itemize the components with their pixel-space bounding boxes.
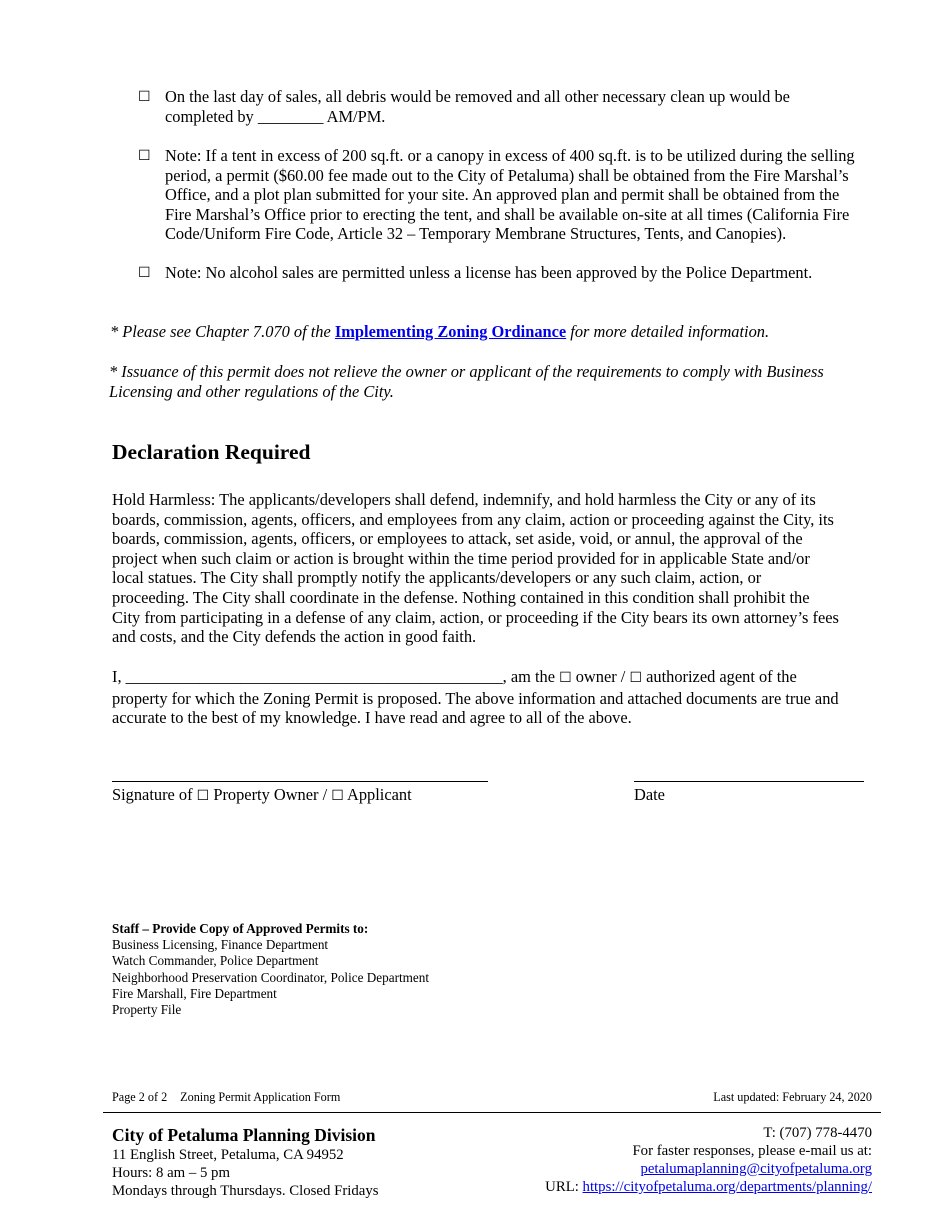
last-updated: Last updated: February 24, 2020 bbox=[713, 1090, 872, 1104]
checkbox[interactable]: ☐ bbox=[138, 265, 151, 281]
text-line: completed by ________ AM/PM. bbox=[165, 106, 386, 126]
recipient-item: Neighborhood Preservation Coordinator, Police Department bbox=[112, 969, 429, 985]
contact-email-link[interactable]: petalumaplanning@cityofpetaluma.org bbox=[640, 1161, 872, 1177]
text-line: * Issuance of this permit does not relieve the owner or applicant of the requirements to comply with Business bbox=[109, 362, 824, 381]
text-line: proceeding. The City shall coordinate in the defense. Nothing contained in this condition shall prohibit the bbox=[112, 587, 810, 607]
footer-page-info bbox=[112, 1090, 340, 1105]
owner-statement bbox=[112, 667, 839, 728]
text-line: Fire Marshal’s Office prior to erecting the tent, and shall be available on-site at all times (California Fire bbox=[165, 204, 850, 224]
page-number: Page 2 of 2 bbox=[112, 1090, 168, 1104]
hold-harmless-paragraph bbox=[112, 490, 839, 647]
owner-label: owner / bbox=[571, 667, 630, 686]
applicant-label: Applicant bbox=[343, 785, 412, 804]
contact-email-prompt: For faster responses, please e-mail us at: bbox=[632, 1143, 872, 1159]
staff-heading: Staff – Provide Copy of Approved Permits to: bbox=[112, 921, 369, 936]
signature-prefix: Signature of bbox=[112, 785, 197, 804]
recipient-item: Property File bbox=[112, 1002, 182, 1018]
org-hours: Hours: 8 am – 5 pm bbox=[112, 1165, 230, 1181]
footer-divider bbox=[103, 1112, 881, 1113]
org-address: 11 English Street, Petaluma, CA 94952 bbox=[112, 1147, 344, 1163]
date-line[interactable] bbox=[634, 781, 864, 782]
text-line: On the last day of sales, all debris would be removed and all other necessary clean up would be bbox=[165, 87, 790, 106]
text-line: boards, commission, agents, officers, or employees to attack, set aside, void, or annul, the approval of the bbox=[112, 529, 803, 549]
contact-phone: T: (707) 778-4470 bbox=[763, 1125, 872, 1141]
text-line: Note: If a tent in excess of 200 sq.ft. or a canopy in excess of 400 sq.ft. is to be utilized during the selling bbox=[165, 146, 855, 165]
checkbox[interactable]: ☐ bbox=[138, 89, 151, 105]
staff-distribution bbox=[112, 921, 429, 1018]
text-line: and costs, and the City defends the action in good faith. bbox=[112, 627, 477, 647]
text-line: boards, commission, agents, officers, and employees from any claim, action or proceeding against the City, its bbox=[112, 509, 834, 529]
statement-line bbox=[112, 667, 839, 689]
footer-contact-block bbox=[545, 1124, 872, 1196]
text-line: property for which the Zoning Permit is proposed. The above information and attached documents are true and bbox=[112, 688, 839, 708]
property-owner-checkbox[interactable]: ☐ bbox=[196, 788, 210, 804]
issuance-note bbox=[109, 362, 824, 401]
org-name: City of Petaluma Planning Division bbox=[112, 1125, 376, 1145]
org-days: Mondays through Thursdays. Closed Fridays bbox=[112, 1183, 379, 1199]
footer-org-block bbox=[112, 1125, 378, 1200]
form-name: Zoning Permit Application Form bbox=[180, 1090, 341, 1104]
text-line: Licensing and other regulations of the City. bbox=[109, 381, 394, 401]
property-owner-label: Property Owner / bbox=[209, 785, 332, 804]
chapter-note-prefix: * Please see Chapter 7.070 of the bbox=[110, 322, 335, 341]
text-line: Note: No alcohol sales are permitted unless a license has been approved by the Police Department. bbox=[165, 263, 813, 282]
text-line: Code/Uniform Fire Code, Article 32 – Temporary Membrane Structures, Tents, and Canopies). bbox=[165, 224, 787, 244]
chapter-note-suffix: for more detailed information. bbox=[566, 322, 770, 341]
applicant-checkbox[interactable]: ☐ bbox=[331, 788, 344, 804]
agent-label: authorized agent of the bbox=[642, 667, 797, 686]
text-line: project when such claim or action is brought within the time period provided for in applicable State and/or bbox=[112, 548, 810, 568]
recipient-item: Fire Marshall, Fire Department bbox=[112, 985, 277, 1001]
signature-line[interactable] bbox=[112, 781, 488, 782]
text-line: Office, and a plot plan submitted for your site. An approved plan and permit shall be obtained from the bbox=[165, 185, 840, 205]
zoning-ordinance-link[interactable]: Implementing Zoning Ordinance bbox=[334, 322, 567, 341]
signature-label bbox=[112, 785, 412, 807]
owner-checkbox[interactable]: ☐ bbox=[559, 670, 572, 686]
text-line: period, a permit ($60.00 fee made out to the City of Petaluma) shall be obtained from the Fire Marshal’s bbox=[165, 165, 849, 185]
agent-checkbox[interactable]: ☐ bbox=[629, 670, 643, 686]
recipient-item: Business Licensing, Finance Department bbox=[112, 937, 329, 953]
declaration-heading: Declaration Required bbox=[112, 440, 311, 464]
text-line: Hold Harmless: The applicants/developers shall defend, indemnify, and hold harmless the City or any of its bbox=[112, 490, 816, 509]
date-label: Date bbox=[634, 785, 665, 804]
recipient-item: Watch Commander, Police Department bbox=[112, 953, 319, 969]
text-line: accurate to the best of my knowledge. I have read and agree to all of the above. bbox=[112, 708, 632, 728]
planning-url-link[interactable]: https://cityofpetaluma.org/departments/planning/ bbox=[582, 1179, 872, 1195]
text-line: City from participating in a defense of any claim, action, or proceeding if the City bears its own attorney’s fees bbox=[112, 607, 839, 627]
chapter-note bbox=[110, 322, 769, 342]
text-line: local statues. The City shall promptly notify the applicants/developers or any such claim, action, or bbox=[112, 568, 762, 588]
url-label: URL: bbox=[545, 1179, 583, 1195]
checkbox[interactable]: ☐ bbox=[138, 148, 151, 164]
contact-url bbox=[545, 1178, 872, 1196]
name-blank[interactable]: I, ______________________________________________, am the bbox=[112, 667, 560, 686]
